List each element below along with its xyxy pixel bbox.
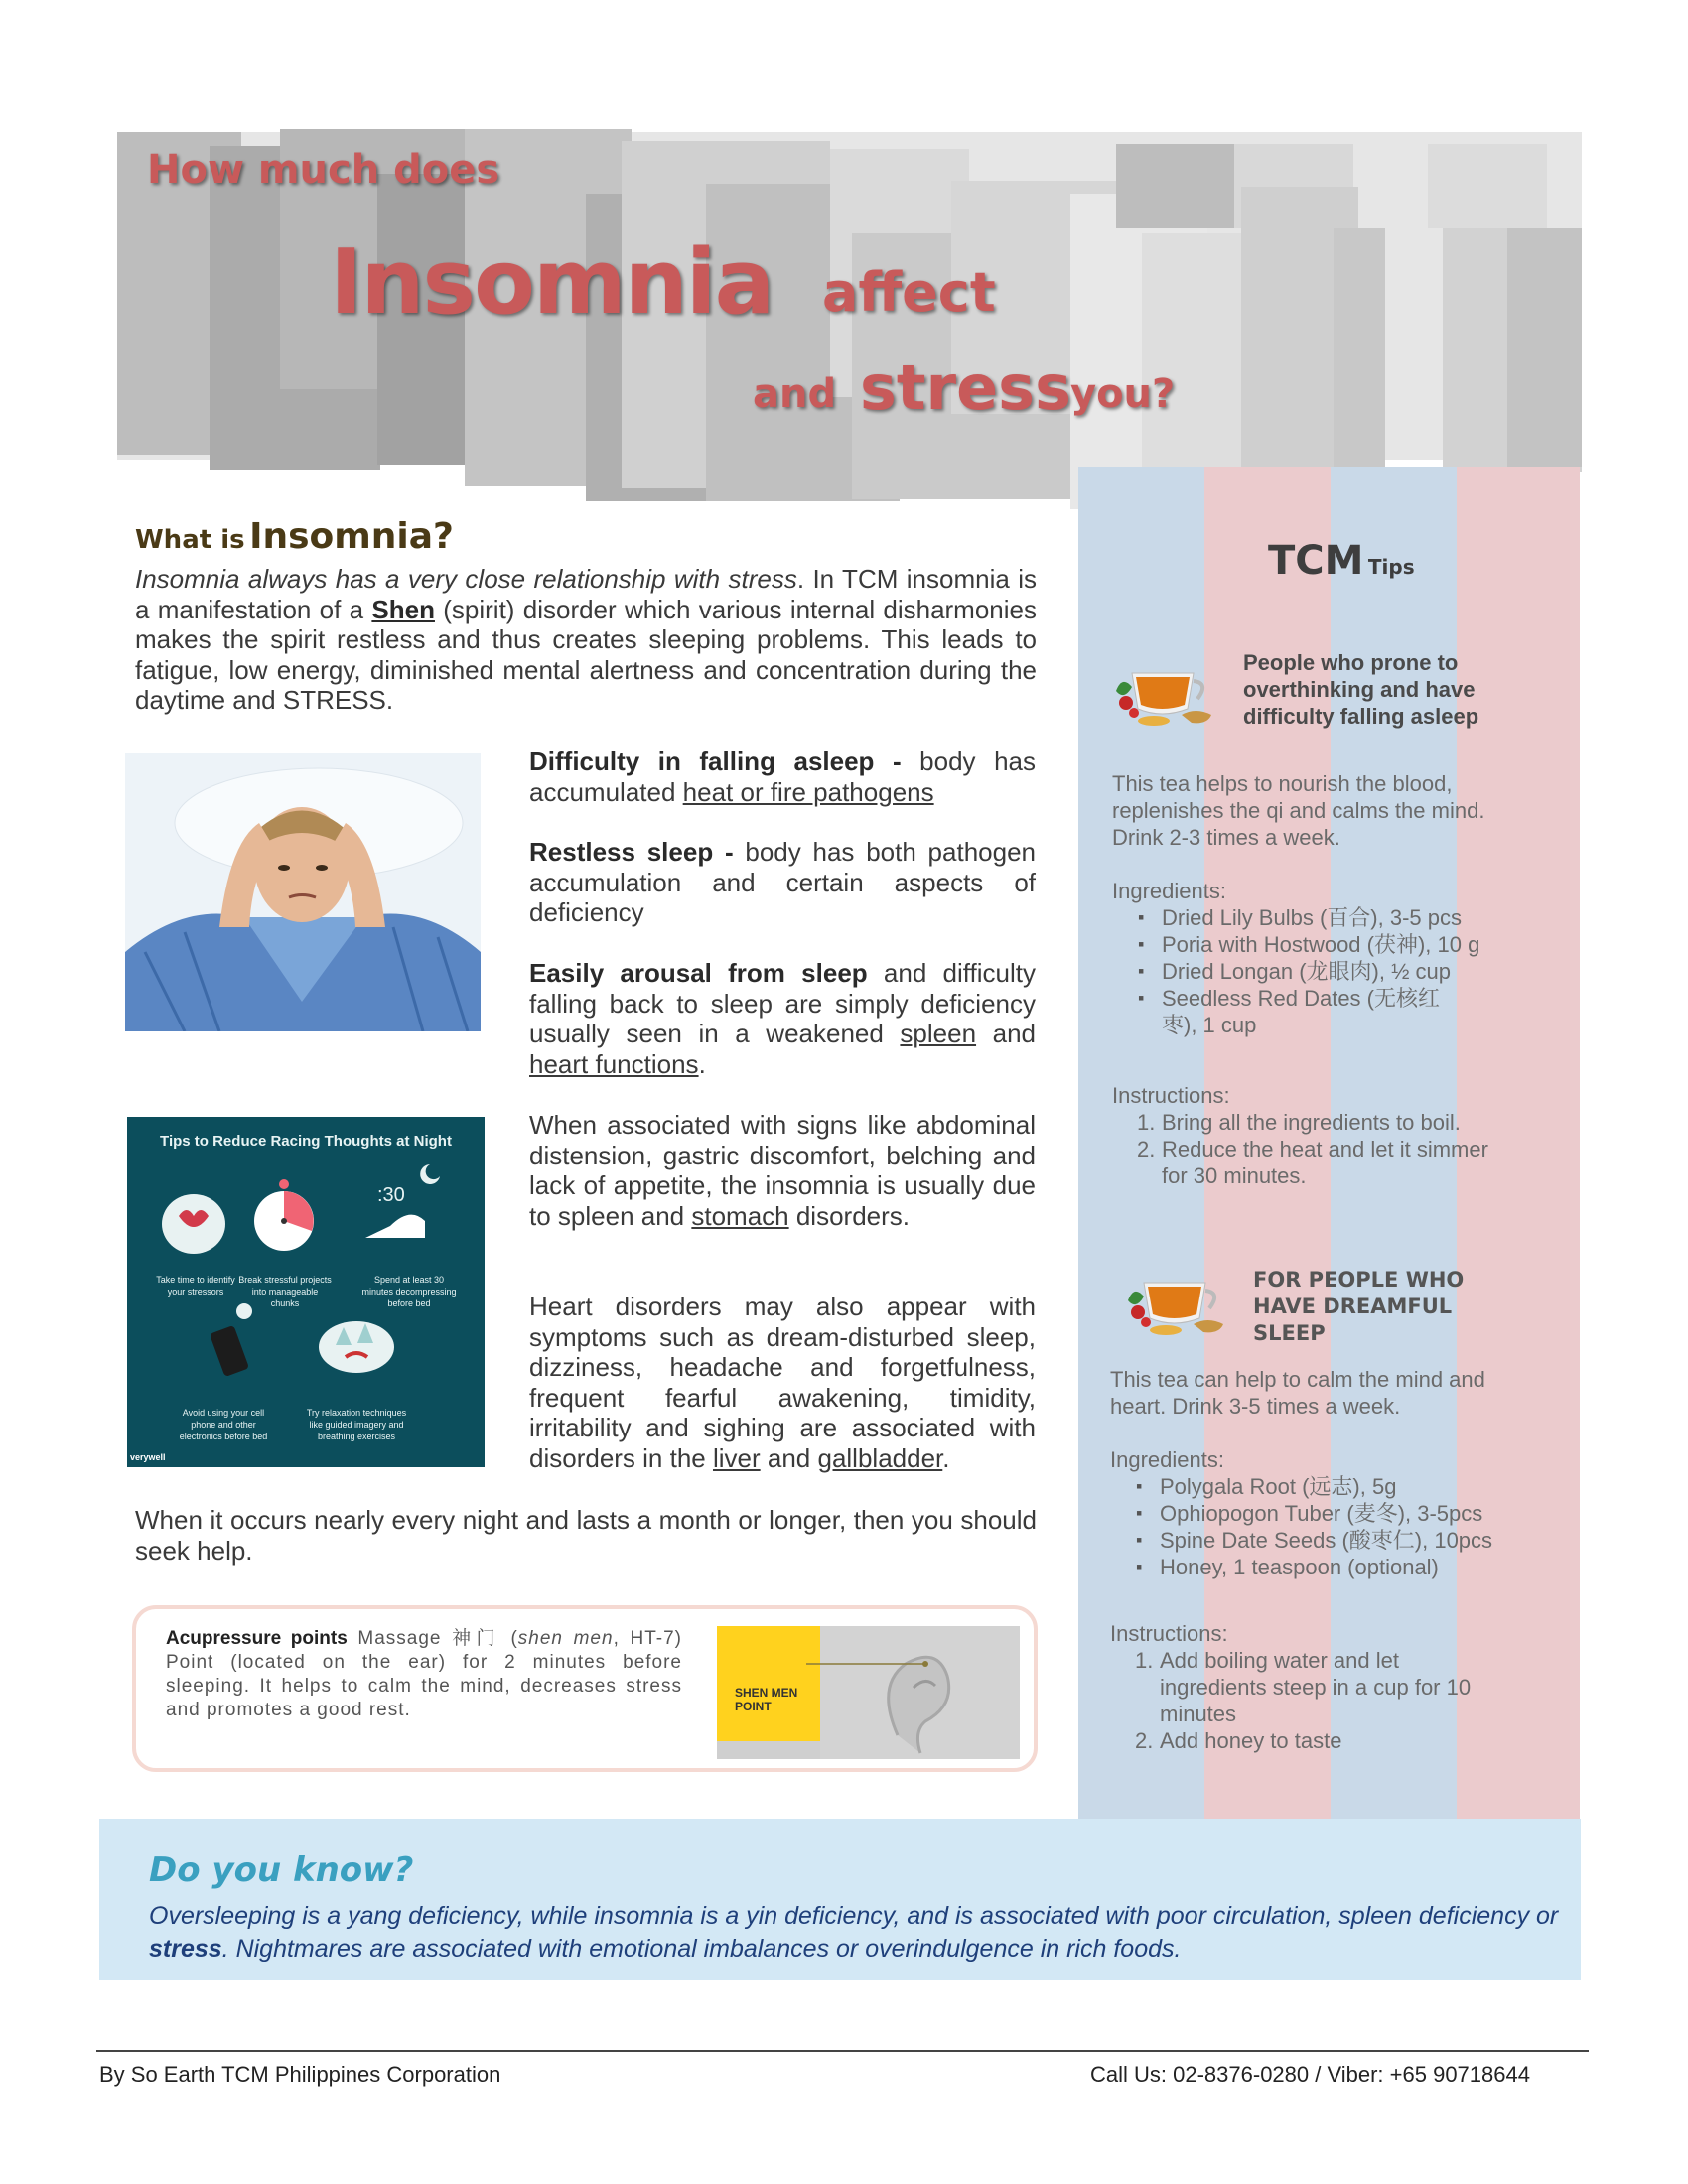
tea2-instruction-text: Add honey to taste [1160,1728,1342,1753]
tip-decompress: Spend at least 30 minutes decompressing before bed [361,1275,457,1308]
tea1-instruction: 2. Reduce the heat and let it simmer for 30 minutes. [1137,1137,1488,1188]
tea2-ingredients-label: Ingredients: [1110,1447,1224,1472]
acupressure-title: Acupressure points [166,1628,348,1649]
racing-thoughts-infographic [127,1117,485,1467]
easy-arousal-title: Easily arousal from sleep [529,958,868,988]
tea2-instructions-label: Instructions: [1110,1621,1228,1646]
symptom-easy-arousal [529,958,1036,1079]
verywell-logo: verywell [130,1452,166,1462]
falling-asleep-text: body has accumulated [529,747,1036,807]
tea1-ingredients [1112,904,1529,1038]
tea1-ingredient-text: Seedless Red Dates (无核红枣), 1 cup [1162,986,1440,1037]
abdominal-text-2: disorders. [788,1200,911,1231]
footer-divider [96,2050,1589,2052]
acupressure-text [166,1627,682,1722]
tcm-tips-panel [1078,467,1580,1819]
tea1-instructions [1112,1109,1529,1189]
heat-fire-link[interactable]: heat or fire pathogens [682,776,934,807]
tea1-instructions-label: Instructions: [1112,1083,1230,1108]
header-and: and [753,371,837,417]
header-stress: stress [860,351,1071,424]
tea-cup-icon-2 [1124,1267,1235,1343]
tip-identify-stressors: Take time to identify your stressors [156,1275,235,1297]
tea-cup-icon-1 [1112,657,1223,734]
acupressure-text-2: , HT-7) Point (located on the ear) for 2 minutes before sleeping. It helps to calm the mind, decreases stress and promotes a good rest. [166,1628,682,1720]
dyk-text-2: . Nightmares are associated with emotional imbalances or overindulgence in rich foods. [221,1935,1182,1963]
heart-text-3: . [942,1442,950,1473]
heart-disorders-paragraph [529,1292,1036,1473]
acupressure-text-1: Massage 神门 ( [347,1628,518,1649]
tea1-ingredient: ▪ Dried Longan (龙眼肉), ½ cup [1112,958,1529,985]
tea1-ingredient [1112,985,1450,1038]
symptom-restless-sleep [529,837,1036,928]
tip-break-projects: Break stressful projects into manageable chunks [238,1275,332,1308]
heart-functions-link[interactable]: heart functions [529,1048,699,1079]
shen-link[interactable]: Shen [371,594,435,624]
falling-asleep-title: Difficulty in falling asleep - [529,747,902,776]
insomnia-label: Insomnia? [249,516,454,557]
what-is-label: What is [135,525,245,555]
easy-arousal-text-1: and difficulty falling back to sleep are simply deficiency usually seen in a weakened [529,958,1036,1048]
easy-arousal-text-2: and [976,1019,1036,1048]
tea1-instruction-text: Bring all the ingredients to boil. [1162,1110,1461,1135]
tea2-instruction-text: Add boiling water and let ingredients steep in a cup for 10 minutes [1160,1648,1472,1726]
tea1-ingredient: ▪ Dried Lily Bulbs (百合), 3-5 pcs [1112,904,1529,931]
dyk-text-1: Oversleeping is a yang deficiency, while insomnia is a yin deficiency, and is associated with poor circulation, spleen deficiency or [149,1902,1559,1930]
tcm-tips-title [1268,538,1415,584]
header-insomnia: Insomnia [330,230,774,335]
header-you: you? [1070,371,1176,417]
restless-sleep-text: body has both pathogen accumulation and certain aspects of deficiency [529,837,1036,927]
gallbladder-link[interactable]: gallbladder [817,1442,943,1473]
tea1-description: This tea helps to nourish the blood, replenishes the qi and calms the mind. Drink 2-3 times a week. [1112,771,1485,850]
tip-relaxation: Try relaxation techniques like guided imagery and breathing exercises [306,1408,407,1441]
shen-men-ear-image [717,1626,1020,1759]
spleen-link[interactable]: spleen [900,1019,977,1048]
clock-30-text: :30 [377,1184,405,1206]
do-you-know-text [149,1900,1559,1966]
intro-paragraph [135,564,1037,716]
intro-italic: Insomnia always has a very close relationship with stress [135,564,797,594]
easy-arousal-text-3: . [698,1048,706,1079]
tea1-ingredient: ▪ Poria with Hostwood (茯神), 10 g [1112,931,1529,958]
tea2-ingredients [1110,1473,1547,1580]
heart-text-2: and [760,1442,818,1473]
infographic-title: Tips to Reduce Racing Thoughts at Night [160,1133,452,1150]
tea2-ingredient: ▪ Ophiopogon Tuber (麦冬), 3-5pcs [1110,1500,1547,1527]
tea2-heading: FOR PEOPLE WHO HAVE DREAMFUL SLEEP [1253,1268,1465,1345]
tea1-ingredients-label: Ingredients: [1112,879,1226,903]
abdominal-text-1: When associated with signs like abdominal distension, gastric discomfort, belching and lack of appetite, the insomnia is usually due to spleen and [529,1110,1036,1231]
footer-contact[interactable]: Call Us: 02-8376-0280 / Viber: +65 90718644 [1090,2062,1530,2087]
tea2-ingredient: ▪ Polygala Root (远志), 5g [1110,1473,1547,1500]
tea2-ingredient: ▪ Honey, 1 teaspoon (optional) [1110,1554,1547,1580]
do-you-know-title: Do you know? [149,1850,414,1890]
acupressure-box [132,1605,1038,1772]
tea2-instruction: 1. Add boiling water and let ingredients steep in a cup for 10 minutes [1135,1648,1472,1726]
footer-company: By So Earth TCM Philippines Corporation [99,2062,501,2087]
tea1-instruction: 1. Bring all the ingredients to boil. [1137,1110,1461,1135]
header-line1: How much does [147,147,500,193]
acupressure-italic: shen men [517,1628,614,1649]
tcm-title-big: TCM [1268,538,1364,584]
tip-avoid-phone: Avoid using your cell phone and other electronics before bed [179,1408,268,1441]
symptom-falling-asleep [529,747,1036,807]
intro-text-2: (spirit) disorder which various internal disharmonies makes the spirit restless and thus creates sleeping problems. This leads to fatigue, low energy, diminished mental alertness and concentration during the daytime and STRESS. [135,594,1038,715]
abdominal-paragraph [529,1110,1036,1231]
tea1-instruction-text: Reduce the heat and let it simmer for 30 minutes. [1162,1137,1488,1188]
shen-men-point-label: SHEN MEN POINT [735,1686,798,1713]
heart-text-1: Heart disorders may also appear with symptoms such as dream-disturbed sleep, dizziness, headache and forgetfulness, frequent fearful awakening, timidity, irritability and sighing are associated with disorders in the [529,1292,1036,1473]
header-affect: affect [822,261,996,324]
restless-sleep-title: Restless sleep - [529,837,734,867]
insomnia-man-photo [125,753,481,1031]
tea2-ingredient: ▪ Spine Date Seeds (酸枣仁), 10pcs [1110,1527,1547,1554]
intro-text-1: . In TCM insomnia is a manifestation of a [135,564,1037,624]
header-banner [117,129,1582,506]
do-you-know-box [99,1819,1581,1980]
tcm-title-small: Tips [1367,555,1415,579]
tea2-description: This tea can help to calm the mind and heart. Drink 3-5 times a week. [1110,1367,1485,1419]
dyk-stress: stress [149,1935,222,1963]
stomach-link[interactable]: stomach [691,1200,789,1231]
seek-help-paragraph: When it occurs nearly every night and lasts a month or longer, then you should seek help. [135,1505,1037,1566]
tea1-heading: People who prone to overthinking and have difficulty falling asleep [1243,650,1479,729]
tea2-instructions [1110,1647,1527,1754]
section-heading-what-is [135,516,454,557]
tea2-instruction: 2. Add honey to taste [1135,1728,1342,1753]
liver-link[interactable]: liver [712,1442,761,1473]
